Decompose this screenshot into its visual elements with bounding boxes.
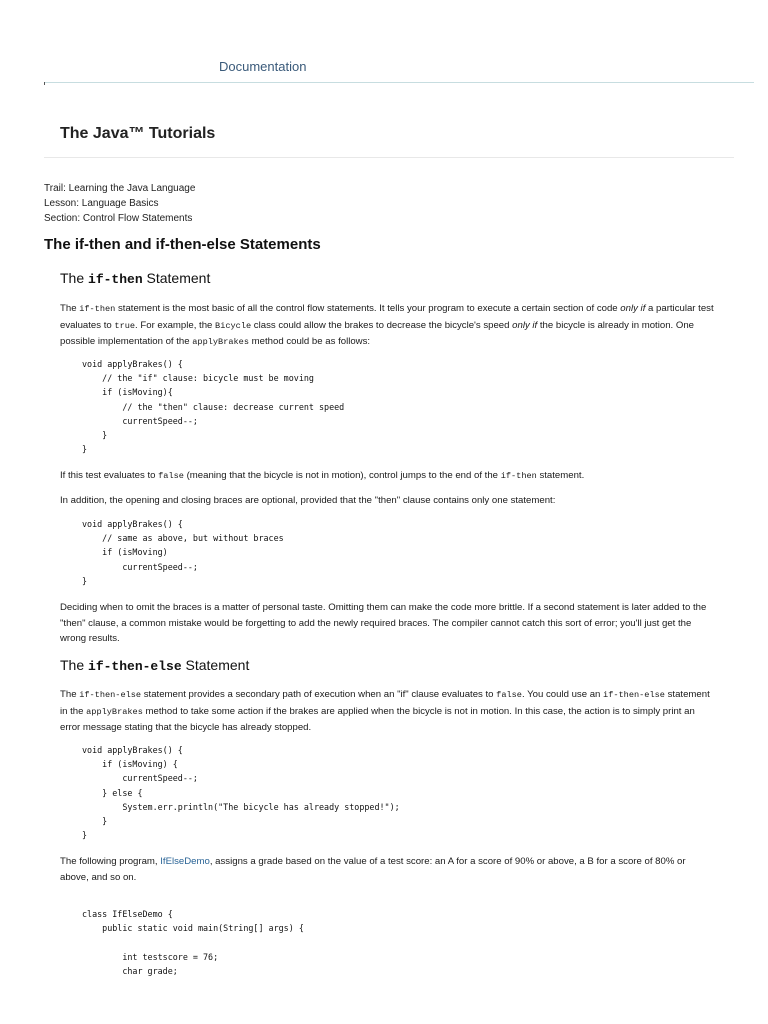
inline-code: if-then-else: [79, 690, 142, 700]
paragraph-if-then-else-intro: The if-then-else statement provides a secondary path of execution when an "if" clause evaluates to false. You could use an if-then-else statement in the applyBrakes method to take some action if the brakes are applied when the bicycle is not in motion. In this case, the action is to simply print an error message stating that the bicycle has already stopped.: [60, 689, 710, 733]
inline-code: Bicycle: [215, 320, 252, 331]
paragraph-ifelsedemo: The following program, IfElseDemo, assigns a grade based on the value of a test score: an A for a score of 90% or above, a B for a score of 80% or above, and so on.: [60, 856, 686, 883]
paragraph-false-test: If this test evaluates to false (meaning that the bicycle is not in motion), control jumps to the end of the if-then statement.: [60, 470, 585, 481]
nav-marker: [44, 82, 45, 85]
breadcrumb: [44, 181, 195, 226]
paragraph-braces-optional: In addition, the opening and closing braces are optional, provided that the "then" clause contains only one statement:: [60, 495, 556, 506]
code-block-apply-brakes-3: void applyBrakes() { if (isMoving) { currentSpeed--; } else { System.err.println("The bicycle has already stopped!"); } }: [82, 745, 400, 841]
inline-code: true: [114, 320, 136, 331]
inline-code: if-then: [500, 471, 537, 481]
inline-code: applyBrakes: [192, 337, 249, 347]
inline-code: applyBrakes: [86, 706, 143, 717]
paragraph-if-then-intro: The if-then statement is the most basic of all the control flow statements. It tells your program to execute a certain section of code only if a particular test evaluates to true. For example, the Bicycle class could allow the brakes to decrease the bicycle's speed only if the bicycle is already in motion. One possible implementation of the applyBrakes method could be as follows:: [60, 303, 714, 347]
heading-code: if-then: [88, 272, 143, 287]
heading-code: if-then-else: [88, 659, 182, 674]
documentation-link[interactable]: Documentation: [219, 59, 307, 74]
paragraph-omit-braces: Deciding when to omit the braces is a matter of personal taste. Omitting them can make the code more brittle. If a second statement is later added to the "then" clause, a common mistake would be forgetting to add the newly required braces. The compiler cannot catch this sort of error; you'll just get the wrong results.: [60, 602, 707, 644]
code-block-apply-brakes-2: void applyBrakes() { // same as above, but without braces if (isMoving) currentSpeed--; }: [82, 519, 284, 586]
heading-text: The: [60, 270, 89, 286]
page-title: The if-then and if-then-else Statements: [44, 236, 321, 253]
breadcrumb-lesson[interactable]: Lesson: Language Basics: [44, 198, 159, 209]
ifelsedemo-link[interactable]: IfElseDemo: [160, 856, 210, 867]
nav-divider: [44, 82, 754, 83]
title-divider: [44, 157, 734, 158]
inline-code: false: [158, 471, 184, 481]
heading-text: Statement: [142, 270, 211, 286]
section-heading-if-then: [60, 270, 210, 287]
heading-text: The: [60, 657, 89, 673]
heading-text: Statement: [181, 657, 250, 673]
code-block-ifelsedemo: class IfElseDemo { public static void main(String[] args) { int testscore = 76; char grade;: [82, 909, 304, 976]
inline-code: false: [496, 690, 522, 700]
inline-code: if-then: [79, 304, 116, 314]
breadcrumb-section[interactable]: Section: Control Flow Statements: [44, 213, 193, 224]
breadcrumb-trail[interactable]: Trail: Learning the Java Language: [44, 183, 196, 194]
code-block-apply-brakes-1: void applyBrakes() { // the "if" clause: bicycle must be moving if (isMoving){ // the "then" clause: decrease current speed currentSpeed--; } }: [82, 359, 345, 455]
section-heading-if-then-else: [60, 657, 249, 674]
tutorial-title[interactable]: The Java™ Tutorials: [60, 125, 216, 142]
inline-code: if-then-else: [603, 690, 665, 700]
top-navigation: [0, 0, 768, 84]
